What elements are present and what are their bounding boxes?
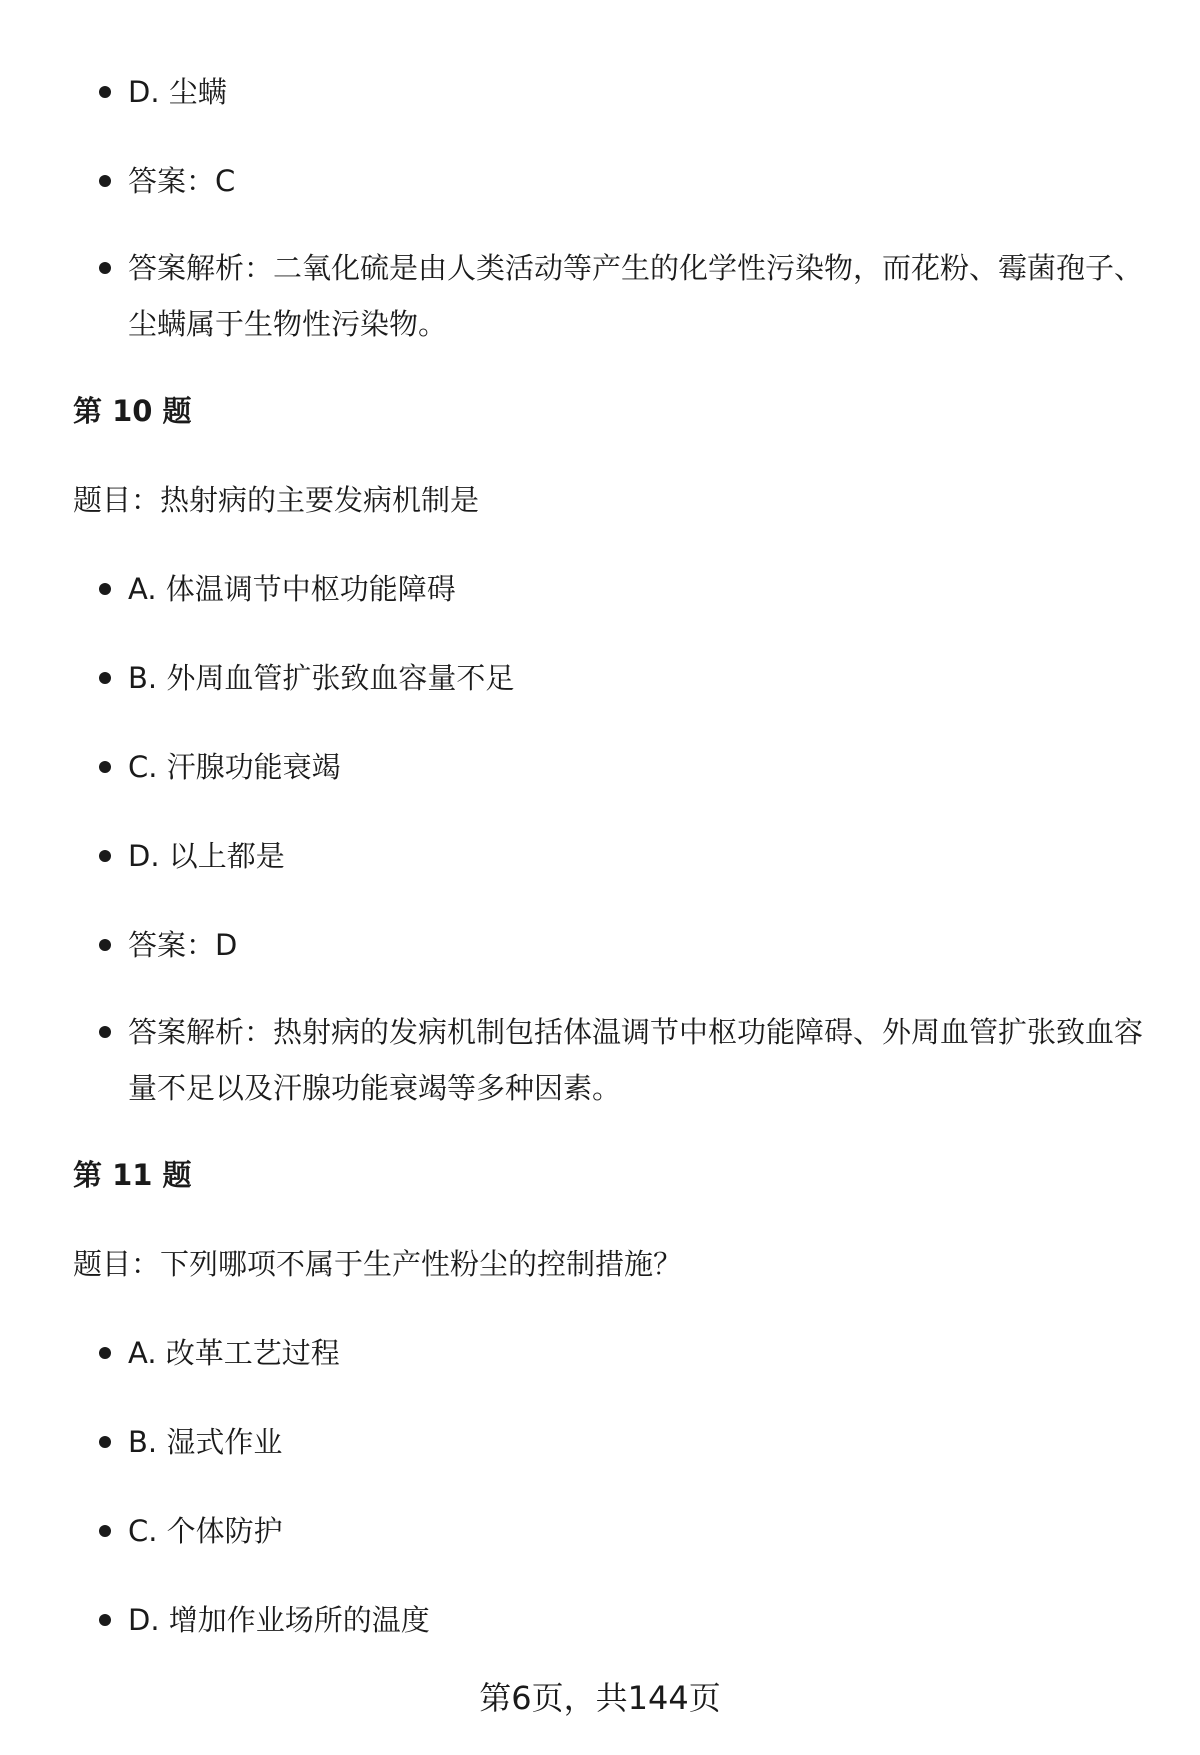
- bullet-icon: [99, 761, 111, 773]
- bullet-icon: [99, 939, 111, 951]
- option-d: D. 增加作业场所的温度: [73, 1590, 1153, 1650]
- option-d: D. 尘螨: [73, 62, 1153, 122]
- bullet-icon: [99, 1347, 111, 1359]
- question-heading: 第 11 题: [73, 1158, 192, 1192]
- page-content: [73, 62, 1153, 1679]
- option-a: A. 改革工艺过程: [73, 1323, 1153, 1383]
- option-b: B. 外周血管扩张致血容量不足: [73, 648, 1153, 708]
- bullet-icon: [99, 583, 111, 595]
- question-options: [73, 559, 1153, 1116]
- page-number-footer: 第6页，共144页: [479, 1679, 721, 1717]
- bullet-icon: [99, 86, 111, 98]
- bullet-icon: [99, 1525, 111, 1537]
- answer-explanation: 答案解析：热射病的发病机制包括体温调节中枢功能障碍、外周血管扩张致血容量不足以及汗腺功能衰竭等多种因素。: [73, 1004, 1153, 1116]
- answer-line: 答案：C: [73, 151, 1153, 211]
- question-text: 题目：热射病的主要发病机制是: [73, 483, 480, 517]
- option-c: C. 个体防护: [73, 1501, 1153, 1561]
- answer-explanation: 答案解析：二氧化硫是由人类活动等产生的化学性污染物，而花粉、霉菌孢子、尘螨属于生物性污染物。: [73, 240, 1153, 352]
- option-b: B. 湿式作业: [73, 1412, 1153, 1472]
- bullet-icon: [99, 1026, 111, 1038]
- option-d: D. 以上都是: [73, 826, 1153, 886]
- bullet-icon: [99, 850, 111, 862]
- bullet-icon: [99, 262, 111, 274]
- option-a: A. 体温调节中枢功能障碍: [73, 559, 1153, 619]
- bullet-icon: [99, 1614, 111, 1626]
- bullet-icon: [99, 1436, 111, 1448]
- question-heading: 第 10 题: [73, 394, 192, 428]
- question-text: 题目：下列哪项不属于生产性粉尘的控制措施？: [73, 1247, 683, 1281]
- prev-question-tail: [73, 62, 1153, 352]
- bullet-icon: [99, 175, 111, 187]
- option-c: C. 汗腺功能衰竭: [73, 737, 1153, 797]
- answer-line: 答案：D: [73, 915, 1153, 975]
- bullet-icon: [99, 672, 111, 684]
- question-options: [73, 1323, 1153, 1650]
